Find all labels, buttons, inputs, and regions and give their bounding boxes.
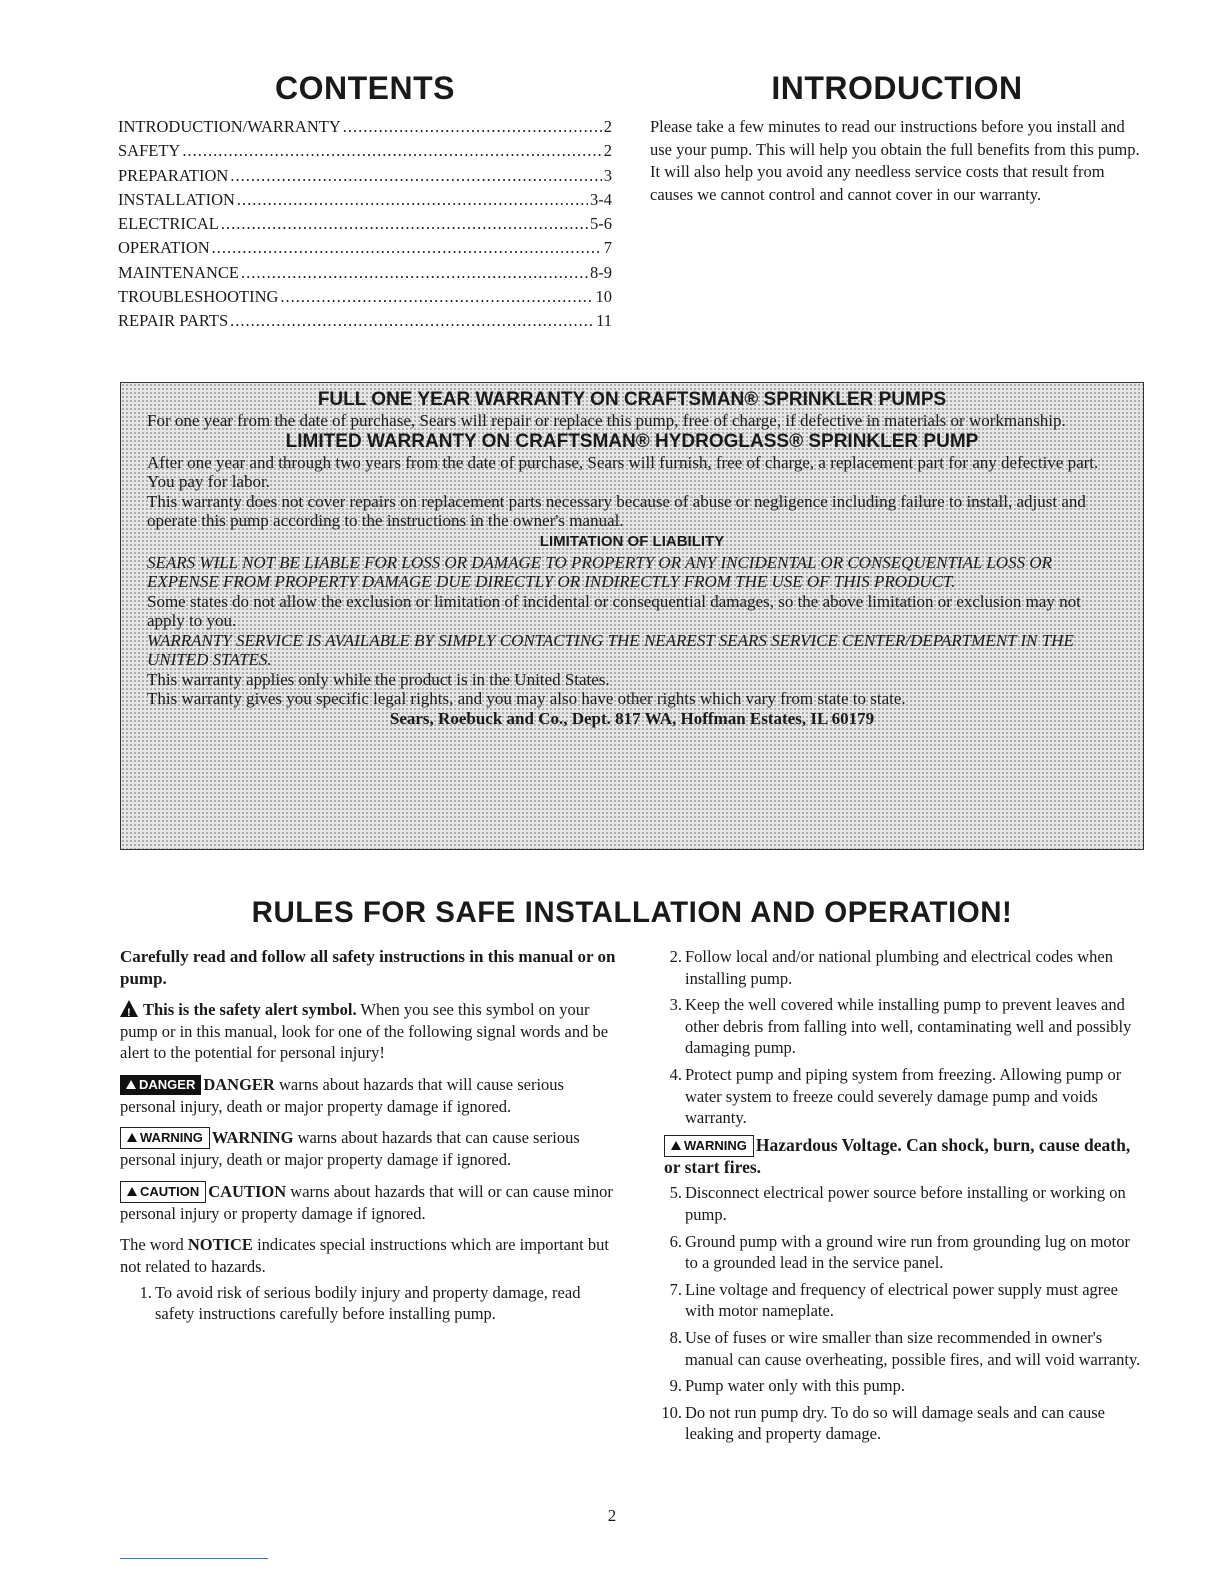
toc-page: 11 (596, 311, 612, 331)
alert-triangle-icon (126, 1080, 136, 1089)
rules-right-column (650, 946, 1146, 1450)
toc-page: 2 (603, 117, 612, 136)
rules-list-right-continued (650, 1182, 1146, 1445)
rule-item: 9. Pump water only with this pump. (669, 1376, 905, 1396)
caution-paragraph (120, 1181, 616, 1225)
toc-page: 7 (603, 238, 612, 258)
rules-list-left (120, 1282, 616, 1325)
toc-label: OPERATION (118, 238, 210, 258)
danger-text: warns about hazards that will cause serious personal injury, death or major property damage if ignored. (120, 1074, 564, 1116)
rules-title: RULES FOR SAFE INSTALLATION AND OPERATION! (251, 896, 1013, 929)
toc-entry[interactable] (118, 236, 612, 260)
footer-divider (120, 1558, 268, 1559)
alert-bold: This is the safety alert symbol. (143, 1000, 357, 1020)
warranty-paragraph: This warranty applies only while the product is in the United States. (147, 669, 610, 689)
warranty-paragraph: For one year from the date of purchase, Sears will repair or replace this pump, free of charge, if defective in materials or workmanship. (147, 411, 1066, 430)
caution-badge: CAUTION (120, 1181, 206, 1203)
toc-label: TROUBLESHOOTING (118, 287, 279, 307)
rules-list-right (650, 946, 1146, 1129)
toc-entry[interactable] (118, 285, 612, 309)
rules-lead: Carefully read and follow all safety instructions in this manual or on pump. (120, 947, 616, 988)
toc-page: 3 (603, 165, 612, 185)
toc-entry[interactable] (118, 115, 612, 139)
toc-page: 3-4 (590, 189, 612, 209)
rule-item: 8. Use of fuses or wire smaller than size recommended in owner's manual can cause overheating, possible fires, and will void warranty. (669, 1327, 1141, 1369)
toc-entry[interactable] (118, 212, 612, 236)
alert-text: When you see this symbol on your pump or in this manual, look for one of the following signal words and be alert to the potential for personal injury! (120, 1000, 609, 1063)
rules-left-column (120, 946, 616, 1330)
rule-item: 2. Follow local and/or national plumbing and electrical codes when installing pump. (669, 947, 1113, 988)
toc-page: 10 (595, 287, 612, 307)
safety-alert-icon (120, 1000, 138, 1017)
toc-entry[interactable] (118, 164, 612, 188)
toc-entry[interactable] (118, 139, 612, 163)
caution-word: CAUTION (208, 1181, 287, 1201)
toc-entry[interactable] (118, 188, 612, 212)
warranty-paragraph: This warranty gives you specific legal rights, and you may also have other rights which vary from state to state. (147, 689, 906, 708)
alert-paragraph (120, 999, 616, 1064)
toc-label: MAINTENANCE (118, 262, 239, 282)
introduction-title: INTRODUCTION (771, 70, 1023, 106)
warning-badge: WARNING (664, 1135, 754, 1157)
warranty-heading-liability: LIMITATION OF LIABILITY (539, 532, 725, 550)
caution-text: warns about hazards that will or can cause minor personal injury or property damage if ignored. (120, 1181, 613, 1223)
toc-label: ELECTRICAL (118, 214, 219, 234)
warranty-paragraph: SEARS WILL NOT BE LIABLE FOR LOSS OR DAMAGE TO PROPERTY OR ANY INCIDENTAL OR CONSEQUENTIAL LOSS OR EXPENSE FROM PROPERTY DAMAGE DUE DIRECTLY OR INDIRECTLY FROM THE USE OF THIS PRODUCT. (147, 552, 1052, 591)
warranty-paragraph: After one year and through two years from the date of purchase, Sears will furnish, free of charge, a replacement part for any defective part. You pay for labor. (147, 452, 1099, 491)
toc-label: SAFETY (118, 141, 181, 161)
hazard-text: Hazardous Voltage. Can shock, burn, cause death, or start fires. (664, 1134, 1131, 1177)
warning-badge: WARNING (120, 1127, 210, 1149)
rule-item: 4. Protect pump and piping system from freezing. Allowing pump or water system to freeze could severely damage pump and voids warranty. (669, 1064, 1122, 1128)
warranty-box (120, 382, 1144, 850)
warning-word: WARNING (211, 1128, 294, 1148)
danger-badge: DANGER (120, 1075, 201, 1095)
toc-page: 8-9 (590, 262, 612, 282)
rule-item: 3. Keep the well covered while installing pump to prevent leaves and other debris from falling into well, contaminating well and possibly damaging pump. (669, 995, 1132, 1058)
warranty-heading-full: FULL ONE YEAR WARRANTY ON CRAFTSMAN® SPRINKLER PUMPS (317, 389, 947, 410)
toc-label: INTRODUCTION/WARRANTY (118, 117, 341, 136)
toc-label: INSTALLATION (118, 189, 235, 209)
warranty-paragraph: Some states do not allow the exclusion or limitation of incidental or consequential damages, so the above limitation or exclusion may not apply to you. (147, 591, 1081, 630)
warranty-address: Sears, Roebuck and Co., Dept. 817 WA, Hoffman Estates, IL 60179 (389, 708, 875, 728)
warning-paragraph (120, 1127, 616, 1171)
alert-triangle-icon (127, 1187, 137, 1196)
toc-label: REPAIR PARTS (118, 311, 229, 331)
rule-item: 6. Ground pump with a ground wire run from grounding lug on motor to a grounded lead in the service panel. (669, 1231, 1130, 1273)
rule-item: 10. Do not run pump dry. To do so will damage seals and can cause leaking and property damage. (661, 1402, 1105, 1444)
hazard-warning (664, 1135, 1146, 1179)
alert-triangle-icon (127, 1133, 137, 1142)
warranty-paragraph: This warranty does not cover repairs on replacement parts necessary because of abuse or negligence including failure to install, adjust and operate this pump according to the instructions in the owner's manual. (147, 491, 1086, 530)
rule-item: 5. Disconnect electrical power source before installing or working on pump. (669, 1183, 1126, 1224)
toc-page: 2 (603, 141, 612, 161)
danger-word: DANGER (203, 1074, 275, 1094)
introduction-text: Please take a few minutes to read our instructions before you install and use your pump. This will help you obtain the full benefits from this pump. It will also help you avoid any needless service costs that result from causes we cannot control and cannot cover in our warranty. (650, 117, 1140, 204)
warning-text: warns about hazards that can cause serious personal injury, death or major property damage if ignored. (120, 1128, 580, 1170)
rule-item: 7. Line voltage and frequency of electrical power supply must agree with motor nameplate. (669, 1279, 1118, 1321)
notice-word: NOTICE (187, 1235, 253, 1255)
contents-title: CONTENTS (275, 70, 455, 106)
notice-paragraph: The word NOTICE indicates special instructions which are important but not related to hazards. (120, 1235, 609, 1276)
toc-page: 5-6 (590, 214, 612, 234)
toc-entry[interactable] (118, 261, 612, 285)
page-number: 2 (607, 1506, 617, 1525)
warranty-heading-limited: LIMITED WARRANTY ON CRAFTSMAN® HYDROGLASS® SPRINKLER PUMP (285, 430, 979, 452)
toc-label: PREPARATION (118, 165, 229, 185)
warranty-paragraph: WARRANTY SERVICE IS AVAILABLE BY SIMPLY CONTACTING THE NEAREST SEARS SERVICE CENTER/DEPARTMENT IN THE UNITED STATES. (147, 630, 1074, 669)
alert-triangle-icon (671, 1141, 681, 1150)
toc-entry[interactable] (118, 309, 612, 333)
danger-paragraph (120, 1074, 616, 1117)
rule-item: 1. To avoid risk of serious bodily injury and property damage, read safety instructions carefully before installing pump. (139, 1282, 581, 1324)
table-of-contents (118, 115, 612, 334)
